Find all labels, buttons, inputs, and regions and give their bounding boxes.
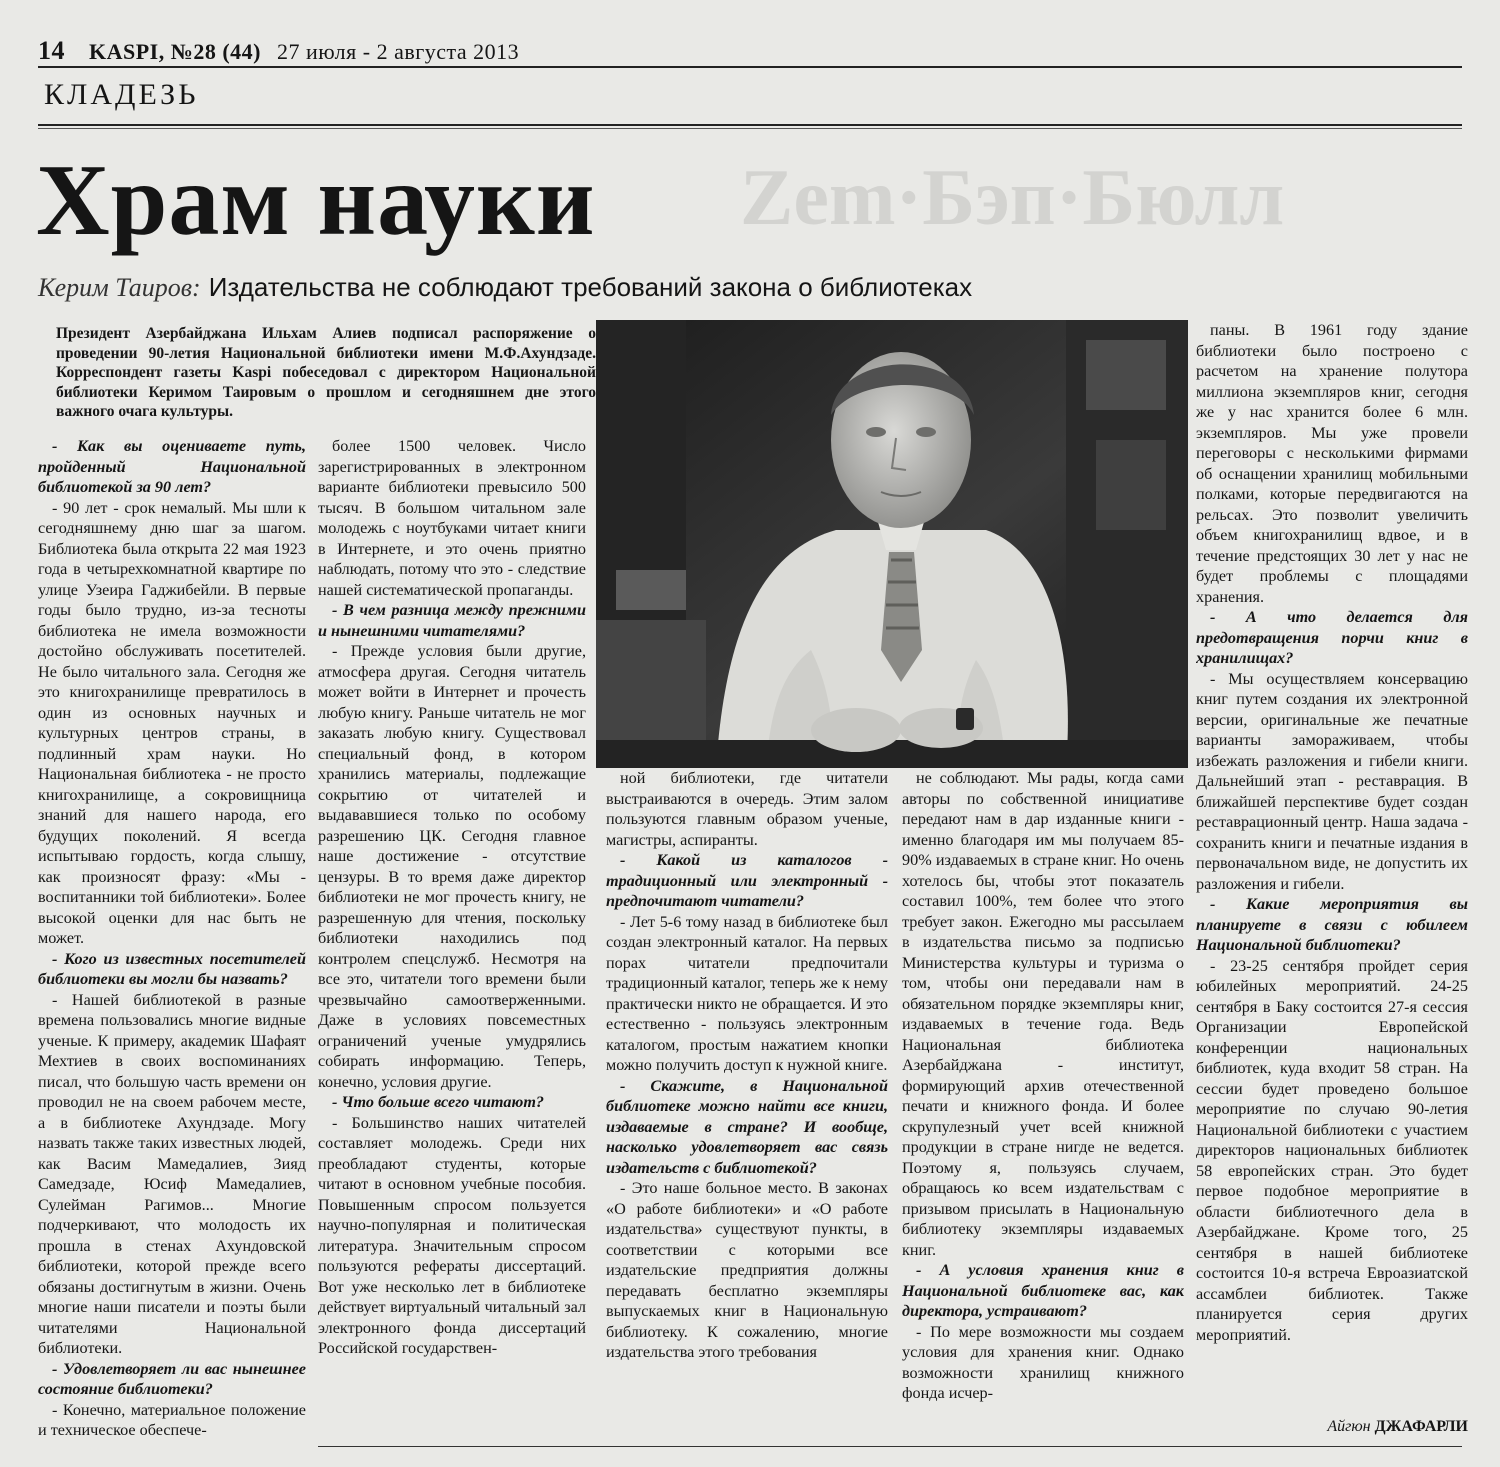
interview-answer: - Большинство наших читателей составляет молодежь. Среди них преобладают студенты, которые читают в основном учебные пособия. Повышенным спросом пользуется научно-популярная и политическая литература. Значительным спросом пользуются рефераты диссертаций. Вот уже несколько лет в библиотеке действует виртуальный читальный зал электронного фонда диссертаций Российской государствен- <box>318 1113 586 1357</box>
section-title: КЛАДЕЗЬ <box>44 78 199 111</box>
interview-question: - Что больше всего читают? <box>332 1093 545 1111</box>
interview-answer: - Прежде условия были другие, атмосфера другая. Сегодня читатель может войти в Интернет и прочесть любую книгу. Раньше читатель не мог заказать любую книгу. Существовал специальный фонд, в котором хранились материалы, подлежащие сокрытию от читателей и выдававшиеся только по особому разрешению ЦК. Сегодня главное наше достижение - отсутствие цензуры. В то время даже директор библиотеки не мог прочесть книгу, не разрешенную для чтения, поскольку библиотеки находились под контролем спецслужб. Несмотря на все это, читатели того времени были чрезвычайно самоотверженными. Даже в условиях повсеместных ограничений ученые умудрялись собирать информацию. Теперь, конечно, условия другие. <box>318 642 586 1091</box>
interview-answer: не соблюдают. Мы рады, когда сами авторы по собственной инициативе передают нам в дар изданные книги - именно благодаря им мы получаем 85-90% издаваемых в стране книг. Но очень хотелось бы, чтобы этот показатель составил 100%, тем более что этого требует закон. Ежегодно мы рассылаем в издательства письмо за подписью Министерства культуры и туризма о том, чтобы они передавали нам в обязательном порядке экземпляры книг, издаваемых в течение года. Ведь Национальная библиотека Азербайджана - институт, формирующий архив отечественной печати и книжного фонда. И более скрупулезный учет всей книжной продукции в стране нигде не ведется. Поэтому я, пользуясь случаем, обращаюсь ко всем издательствам с призывом присылать в Национальную библиотеку экземпляры издаваемых книг. <box>902 769 1184 1259</box>
interview-answer: - По мере возможности мы создаем условия для хранения книг. Однако возможности хранилищ книжного фонда исчер- <box>902 1322 1184 1402</box>
issue-date: 27 июля - 2 августа 2013 <box>277 39 520 64</box>
author-signature <box>1196 1418 1468 1436</box>
interview-question: - Удовлетворяет ли вас нынешнее состояние библиотеки? <box>38 1359 306 1398</box>
interview-answer: - 90 лет - срок немалый. Мы шли к сегодняшнему дню шаг за шагом. Библиотека была открыта 22 мая 1923 года в четырехкомнатной квартире по улице Узеира Гаджибейли. В первые годы было трудно, из-за тесноты библиотека не имела возможности достойно обслуживать посетителей. Не было читального зала. Сегодня же это книгохранилище превратилось в один из основных научных и культурных центров страны, в подлинный храм науки. Но Национальная библиотека - не просто книгохранилище, а сокровищница знаний для нашего народа, его будущих поколений. Я всегда испытываю гордость, когда слышу, как произносят фразу: «Мы - воспитанники той библиотеки». Более высокой оценки для нас быть не может. <box>38 498 306 947</box>
interview-question: - А условия хранения книг в Национальной библиотеке вас, как директора, устраивают? <box>902 1261 1184 1320</box>
portrait-photo <box>596 320 1188 768</box>
interview-question: - Кого из известных посетителей библиотеки вы могли бы назвать? <box>38 949 306 988</box>
interview-answer: - Это наше больное место. В законах «О работе библиотеки» и «О работе издательства» существуют пункты, в соответствии с которыми все издательские предприятия должны передавать бесплатно экземпляры выпускаемых книг в Национальную библиотеку. К сожалению, многие издательства этого требования <box>606 1179 888 1361</box>
interview-answer: - Конечно, материальное положение и техническое обеспече- <box>38 1400 306 1439</box>
page-number: 14 <box>38 36 65 65</box>
article-column-3 <box>606 768 888 1462</box>
lead-paragraph: Президент Азербайджана Ильхам Алиев подписал распоряжение о проведении 90-летия Национальной библиотеки имени М.Ф.Ахундзаде. Корреспондент газеты Kaspi побеседовал с директором Национальной библиотеки Керимом Таировым о прошлом и сегодняшнем дне этого важного очага культуры. <box>56 325 596 420</box>
paper-name: KASPI, №28 (44) <box>89 39 261 64</box>
author-last-name: ДЖАФАРЛИ <box>1374 1418 1468 1435</box>
interview-answer: - Лет 5-6 тому назад в библиотеке был создан электронный каталог. На первых порах читатели предпочитали традиционный каталог, теперь же к нему практически никто не обращается. И это естественно - пользуясь электронным каталогом, простым нажатием кнопки можно получить доступ к нужной книге. <box>606 912 888 1074</box>
author-first-name: Айгюн <box>1327 1418 1371 1435</box>
section-rule <box>38 124 1462 126</box>
interview-answer: - Нашей библиотекой в разные времена пользовались многие видные ученые. К примеру, академик Шафаят Мехтиев в своих воспоминаниях писал, что большую часть времени он проводил не на своем рабочем месте, а в библиотеке Ахундзаде. Могу назвать также таких известных людей, как Васим Мамедалиев, Зияд Самедзаде, Юсиф Мамедалиев, Сулейман Рагимов... Многие подчеркивают, что молодость их прошла в стенах Ахундовской библиотеки, которой прежде всего обязаны достигнутым в жизни. Очень многие наши писатели и поэты были читателями Национальной библиотеки. <box>38 990 306 1357</box>
subhead-speaker: Керим Таиров: <box>38 273 201 302</box>
interview-question: - В чем разница между прежними и нынешними читателями? <box>318 601 586 640</box>
masthead <box>38 36 519 66</box>
article-column-1 <box>38 436 306 1462</box>
subhead-text: Издательства не соблюдают требований закона о библиотеках <box>208 272 973 302</box>
portrait-image <box>596 320 1188 768</box>
interview-question: - Скажите, в Национальной библиотеке можно найти все книги, издаваемые в стране? И вообще, насколько удовлетворяет вас связь издательств с библиотекой? <box>606 1076 888 1177</box>
headline: Храм науки <box>36 144 596 257</box>
subheadline <box>38 272 972 303</box>
article-column-2 <box>318 436 586 1462</box>
show-through-ghost: Zem·Бэп·Бюлл <box>740 154 1285 242</box>
interview-answer: паны. В 1961 году здание библиотеки было построено с расчетом на хранение полутора миллиона экземпляров книг, сегодня же у нас хранится более 6 млн. экземпляров. Мы уже провели переговоры с несколькими фирмами об оснащении хранилищ мобильными полками, которые передвигаются на рельсах. Это позволит увеличить объем книгохранилищ вдвое, и в течение предстоящих 30 лет у нас не будет проблемы с площадями хранения. <box>1196 321 1468 606</box>
bottom-rule <box>318 1446 1462 1447</box>
interview-answer: - Мы осуществляем консервацию книг путем создания их электронной версии, оригинальные же печатные варианты замораживаем, чтобы избежать разложения и гибели книги. Дальнейший этап - реставрация. В ближайшей перспективе будет создан реставрационный центр. Наша задача - сохранить книги и печатные издания в первоначальном виде, не допустить их разложения и гибели. <box>1196 669 1468 893</box>
section-rule-thin <box>38 128 1462 129</box>
interview-question: - Как вы оцениваете путь, пройденный Национальной библиотекой за 90 лет? <box>38 437 306 496</box>
top-rule <box>38 66 1462 68</box>
article-column-4 <box>902 768 1184 1408</box>
interview-answer: - 23-25 сентября пройдет серия юбилейных мероприятий. 24-25 сентября в Баку состоится 27-я сессия Организации Европейской конференции национальных библиотек, куда входит 58 стран. На сессии будет проведено большое мероприятие по случаю 90-летия Национальной библиотеки с участием директоров национальных библиотек 58 европейских стран. Это будет первое подобное мероприятие в области библиотечного дела в Азербайджане. Кроме того, 25 сентября в нашей библиотеке состоится 10-я встреча Евроазиатской ассамблеи библиотек. Также планируется серия других мероприятий. <box>1196 956 1468 1344</box>
interview-question: - А что делается для предотвращения порчи книг в хранилищах? <box>1196 608 1468 667</box>
interview-answer: ной библиотеки, где читатели выстраиваются в очередь. Этим залом пользуются главным образом ученые, магистры, аспиранты. <box>606 769 888 849</box>
interview-answer: более 1500 человек. Число зарегистрированных в электронном варианте библиотеки превысило 500 тысяч. В большом читальном зале молодежь с ноутбуками читает книги в Интернете, и это очень приятно наблюдать, потому что это - следствие нашей систематической пропаганды. <box>318 437 586 599</box>
interview-question: - Какие мероприятия вы планируете в связи с юбилеем Национальной библиотеки? <box>1196 895 1468 954</box>
interview-question: - Какой из каталогов - традиционный или электронный - предпочитают читатели? <box>606 851 888 910</box>
article-column-5 <box>1196 320 1468 1410</box>
